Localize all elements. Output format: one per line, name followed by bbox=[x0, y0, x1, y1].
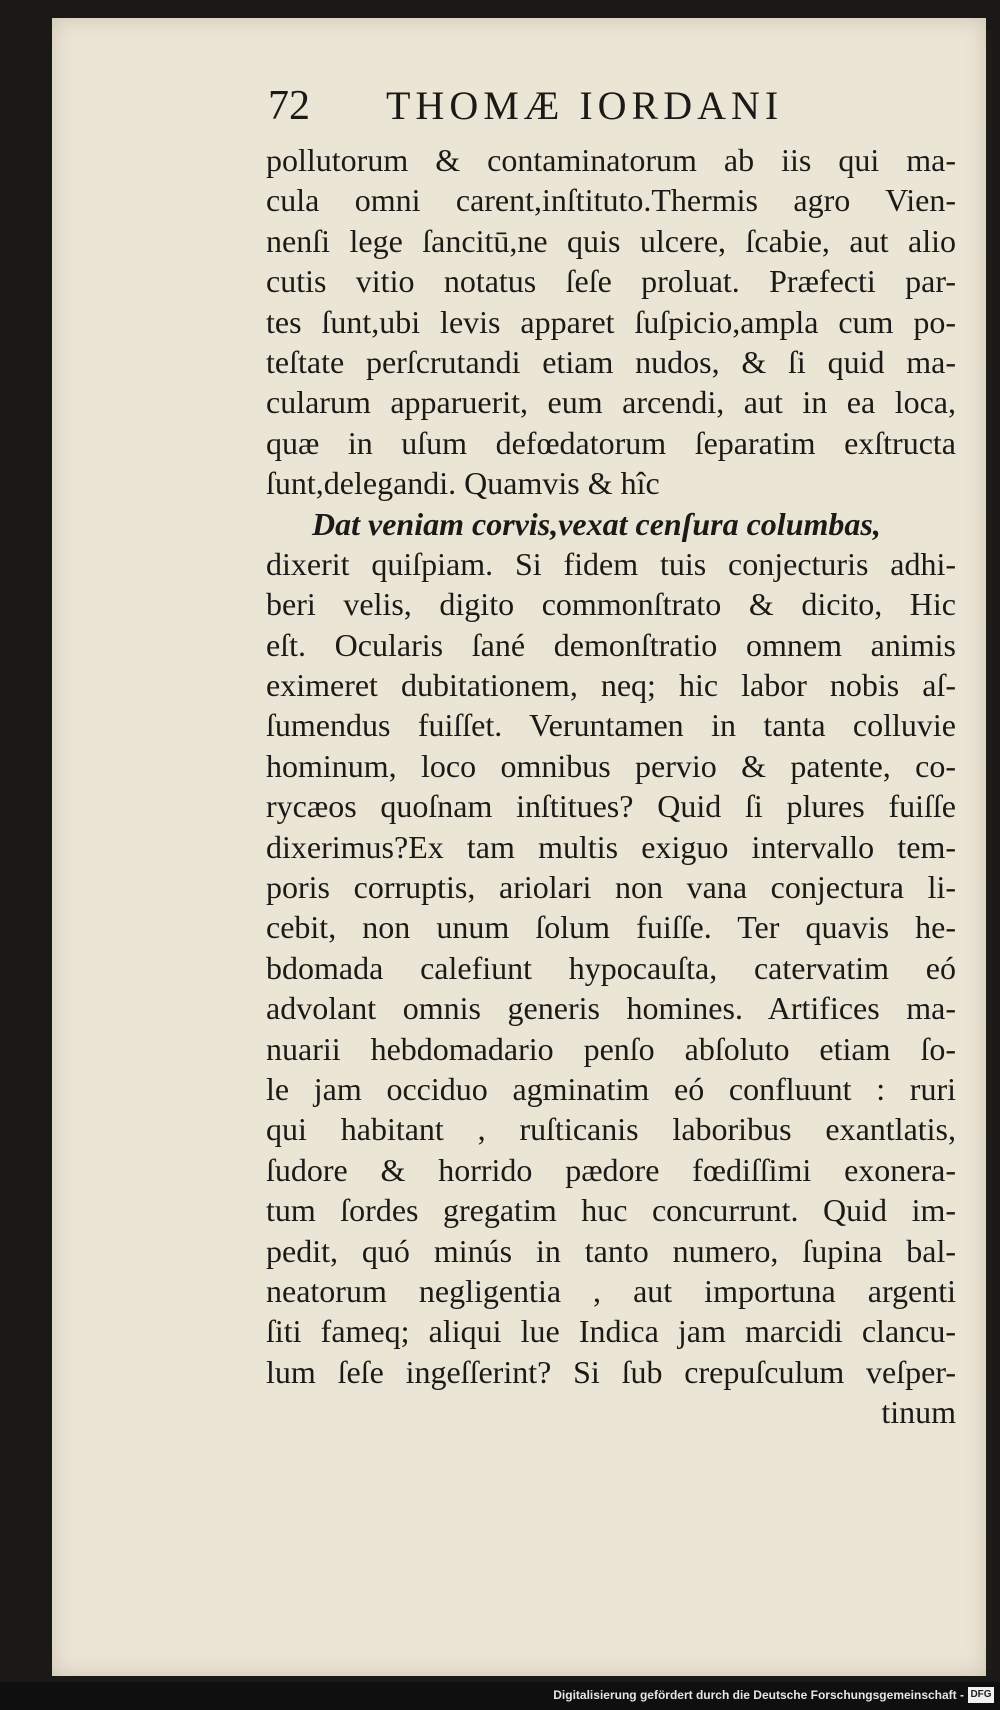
text-line-19: poris corruptis, ariolari non vana conjectura li- bbox=[266, 869, 956, 906]
funding-credit: Digitalisierung gefördert durch die Deutsche Forschungsgemeinschaft - bbox=[553, 1688, 964, 1702]
text-line-20: cebit, non unum ſolum fuiſſe. Ter quavis he- bbox=[266, 909, 956, 946]
verse-quotation: Dat veniam corvis,vexat cenſura columbas, bbox=[312, 505, 881, 542]
page-body bbox=[266, 140, 956, 1433]
catchword: tinum bbox=[881, 1394, 956, 1431]
page-number: 72 bbox=[268, 83, 310, 129]
text-line-7: cularum apparuerit, eum arcendi, aut in ea loca, bbox=[266, 384, 956, 421]
text-line-5: tes ſunt,ubi levis apparet ſuſpicio,ampla cum po- bbox=[266, 303, 956, 340]
text-line-30: ſiti fameq; aliqui lue Indica jam marcidi clancu- bbox=[266, 1313, 956, 1350]
text-line-1: pollutorum & contaminatorum ab iis qui ma- bbox=[266, 142, 956, 178]
text-line-14: eximeret dubitationem, neq; hic labor nobis aſ- bbox=[266, 667, 956, 704]
text-line-8: quæ in uſum defœdatorum ſeparatim exſtructa bbox=[266, 424, 956, 461]
text-line-12: beri velis, digito commonſtrato & dicito, Hic bbox=[266, 586, 956, 623]
text-line-9: ſunt,delegandi. Quamvis & hîc bbox=[266, 465, 660, 502]
digitization-footer bbox=[0, 1682, 1000, 1710]
text-line-18: dixerimus?Ex tam multis exiguo intervallo tem- bbox=[266, 828, 956, 865]
text-line-25: qui habitant , ruſticanis laboribus exantlatis, bbox=[266, 1111, 956, 1148]
dfg-logo-icon: DFG bbox=[968, 1687, 994, 1703]
text-line-24: le jam occiduo agminatim eó confluunt : ruri bbox=[266, 1070, 956, 1107]
text-line-27: tum ſordes gregatim huc concurrunt. Quid im- bbox=[266, 1192, 956, 1229]
running-head: THOMÆ IORDANI bbox=[386, 83, 784, 128]
text-line-16: hominum, loco omnibus pervio & patente, co- bbox=[266, 747, 956, 784]
text-line-26: ſudore & horrido pædore fœdiſſimi exonera- bbox=[266, 1151, 956, 1188]
text-line-17: rycæos quoſnam inſtitues? Quid ſi plures fuiſſe bbox=[266, 788, 956, 825]
text-line-2: cula omni carent,inſtituto.Thermis agro Vien- bbox=[266, 182, 956, 219]
text-line-4: cutis vitio notatus ſeſe proluat. Præfecti par- bbox=[266, 263, 956, 300]
text-line-11: dixerit quiſpiam. Si fidem tuis conjecturis adhi- bbox=[266, 545, 956, 582]
text-line-6: teſtate perſcrutandi etiam nudos, & ſi quid ma- bbox=[266, 343, 956, 380]
text-line-15: ſumendus fuiſſet. Veruntamen in tanta colluvie bbox=[266, 707, 956, 744]
text-line-31: lum ſeſe ingeſſerint? Si ſub crepuſculum veſper- bbox=[266, 1353, 956, 1390]
page-header bbox=[268, 82, 828, 132]
text-line-3: nenſi lege ſancitū,ne quis ulcere, ſcabie, aut alio bbox=[266, 222, 956, 259]
text-line-13: eſt. Ocularis ſané demonſtratio omnem animis bbox=[266, 626, 956, 663]
text-line-28: pedit, quó minús in tanto numero, ſupina bal- bbox=[266, 1232, 956, 1269]
text-line-29: neatorum negligentia , aut importuna argenti bbox=[266, 1272, 956, 1309]
text-line-23: nuarii hebdomadario penſo abſoluto etiam ſo- bbox=[266, 1030, 956, 1067]
text-line-21: bdomada calefiunt hypocauſta, catervatim eó bbox=[266, 949, 956, 986]
text-line-22: advolant omnis generis homines. Artifices ma- bbox=[266, 990, 956, 1027]
